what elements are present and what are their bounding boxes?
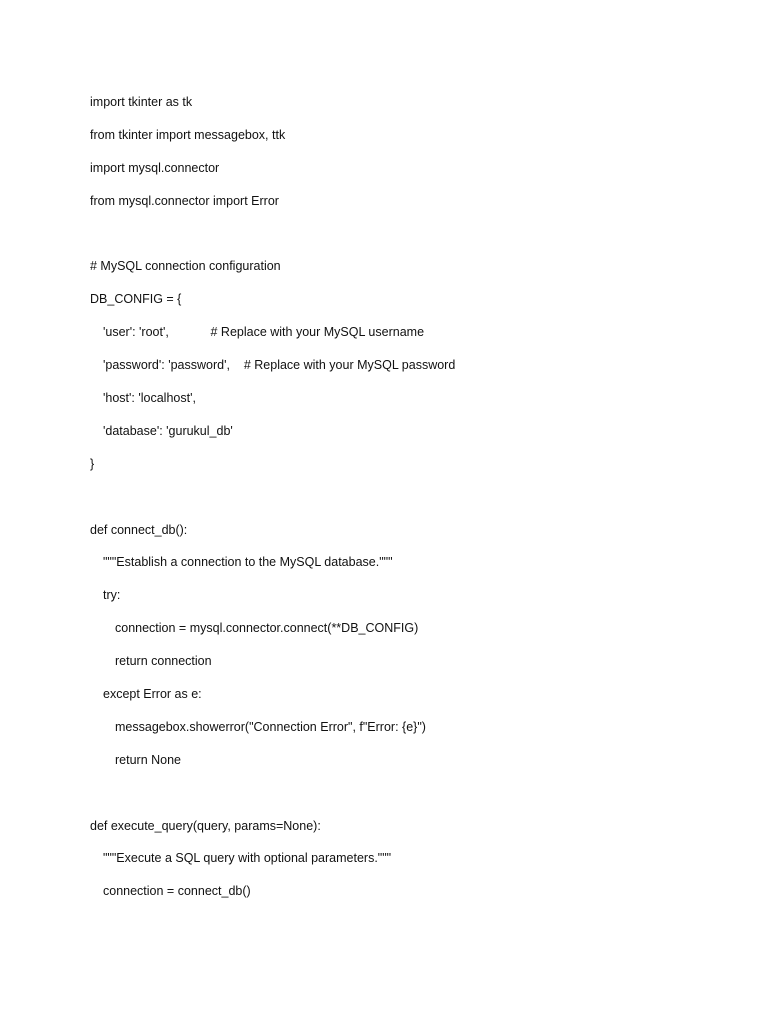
code-line: DB_CONFIG = { xyxy=(90,292,182,307)
code-line: } xyxy=(90,456,95,471)
blank-line xyxy=(90,224,730,257)
code-line: 'host': 'localhost', xyxy=(103,391,196,406)
code-line: import tkinter as tk xyxy=(90,95,193,109)
code-line: messagebox.showerror("Connection Error", f"Error: {e}") xyxy=(115,719,426,734)
blank-line xyxy=(90,487,730,520)
code-line: 'password': 'password', # Replace with your MySQL password xyxy=(103,358,456,373)
blank-line xyxy=(90,783,730,816)
code-line: def connect_db(): xyxy=(90,522,188,537)
code-line: try: xyxy=(103,588,121,603)
code-line: def execute_query(query, params=None): xyxy=(90,818,321,833)
code-line: connection = mysql.connector.connect(**DB_CONFIG) xyxy=(115,621,419,636)
code-line: from mysql.connector import Error xyxy=(90,193,279,208)
code-line: # MySQL connection configuration xyxy=(90,259,281,274)
code-line: """Execute a SQL query with optional parameters.""" xyxy=(103,851,392,866)
code-line: return connection xyxy=(115,654,212,669)
code-line: from tkinter import messagebox, ttk xyxy=(90,127,286,142)
code-line: 'user': 'root', # Replace with your MySQL username xyxy=(103,325,425,340)
code-line: except Error as e: xyxy=(103,687,202,702)
code-line: import mysql.connector xyxy=(90,160,220,175)
code-line: return None xyxy=(115,752,182,767)
code-text-block xyxy=(90,92,730,914)
code-line: """Establish a connection to the MySQL database.""" xyxy=(103,555,393,570)
code-line: 'database': 'gurukul_db' xyxy=(103,423,233,438)
code-line: connection = connect_db() xyxy=(103,884,251,899)
